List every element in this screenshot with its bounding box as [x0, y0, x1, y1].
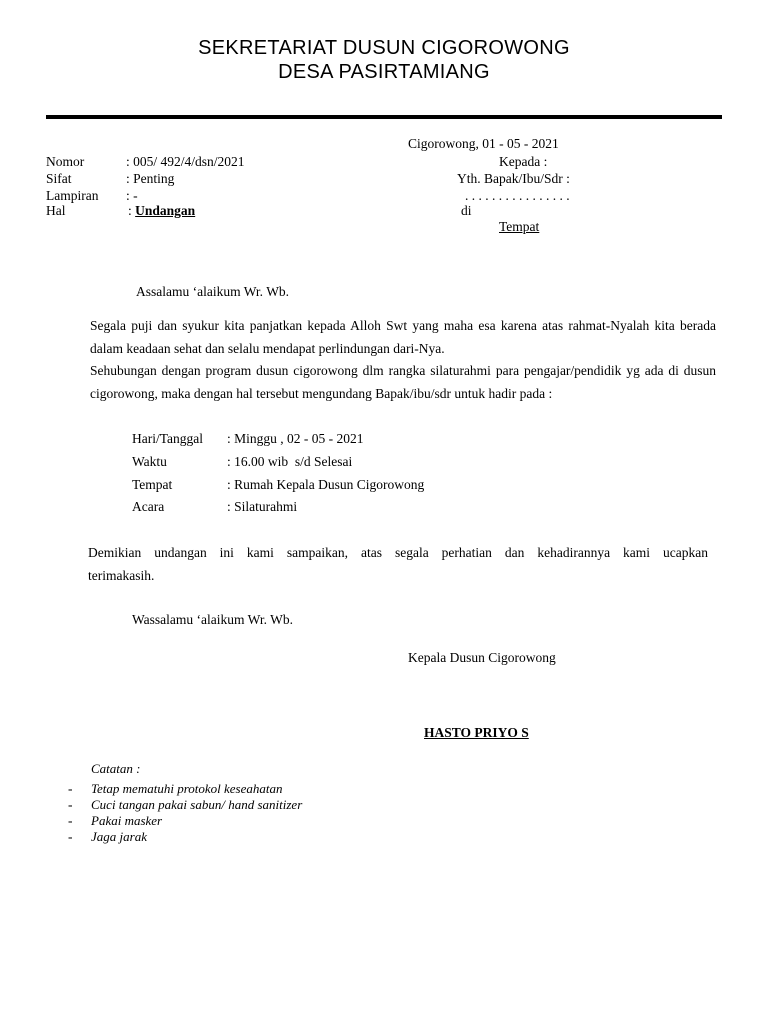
nomor-label: Nomor: [46, 154, 85, 169]
note-bullet-4: -: [68, 829, 73, 844]
letterhead-divider: [46, 115, 722, 119]
note-item-4: Jaga jarak: [91, 829, 147, 844]
place-date: Cigorowong, 01 - 05 - 2021: [408, 136, 559, 151]
sifat-label: Sifat: [46, 171, 72, 186]
detail-label-acara: Acara: [132, 499, 165, 514]
note-item-3: Pakai masker: [91, 813, 163, 828]
sifat-value: : Penting: [126, 171, 175, 186]
yth-label: Yth. Bapak/Ibu/Sdr :: [457, 171, 570, 186]
recipient-dots: . . . . . . . . . . . . . . . .: [465, 188, 570, 203]
farewell: Wassalamu ‘alaikum Wr. Wb.: [132, 612, 293, 627]
detail-value-tempat: : Rumah Kepala Dusun Cigorowong: [227, 477, 425, 492]
note-item-1: Tetap mematuhi protokol keseahatan: [91, 781, 283, 796]
greeting: Assalamu ‘alaikum Wr. Wb.: [136, 284, 290, 299]
note-item-2: Cuci tangan pakai sabun/ hand sanitizer: [91, 797, 303, 812]
detail-label-waktu: Waktu: [132, 454, 167, 469]
closing-line-1: Demikian undangan ini kami sampaikan, atas segala perhatian dan kehadirannya kami ucapkan: [88, 545, 708, 560]
kepada-label: Kepada :: [499, 154, 548, 169]
paragraph-1: Segala puji dan syukur kita panjatkan kepada Alloh Swt yang maha esa karena atas rahmat-Nyalah kita berada dalam keadaan sehat dan selalu mendapat perlindungan dari-Nya.: [90, 318, 716, 356]
nomor-value: : 005/ 492/4/dsn/2021: [126, 154, 245, 169]
hal-value: Undangan: [135, 203, 196, 218]
hal-colon: :: [128, 203, 132, 218]
closing-line-2: terimakasih.: [88, 568, 155, 583]
detail-label-tempat: Tempat: [132, 477, 173, 492]
lampiran-label: Lampiran: [46, 188, 99, 203]
detail-value-waktu: : 16.00 wib s/d Selesai: [227, 454, 353, 469]
letterhead-line-2: DESA PASIRTAMIANG: [278, 61, 490, 83]
detail-value-acara: : Silaturahmi: [227, 499, 298, 514]
hal-label: Hal: [46, 203, 66, 218]
note-bullet-3: -: [68, 813, 73, 828]
tempat-label: Tempat: [499, 219, 540, 234]
di-label: di: [461, 203, 472, 218]
notes-heading: Catatan :: [91, 761, 141, 776]
paragraph-2: Sehubungan dengan program dusun cigorowong dlm rangka silaturahmi para pengajar/pendidik yg ada di dusun cigorowong, maka dengan hal tersebut mengundang Bapak/ibu/sdr untuk hadir pada :: [90, 363, 716, 401]
note-bullet-1: -: [68, 781, 73, 796]
lampiran-value: : -: [126, 188, 138, 203]
hal-row: [128, 203, 195, 219]
detail-label-hari: Hari/Tanggal: [132, 431, 204, 446]
detail-value-hari: : Minggu , 02 - 05 - 2021: [227, 431, 364, 446]
note-bullet-2: -: [68, 797, 73, 812]
letterhead-line-1: SEKRETARIAT DUSUN CIGOROWONG: [198, 37, 570, 59]
signatory-name: HASTO PRIYO S: [424, 725, 529, 740]
signatory-position: Kepala Dusun Cigorowong: [408, 650, 556, 665]
